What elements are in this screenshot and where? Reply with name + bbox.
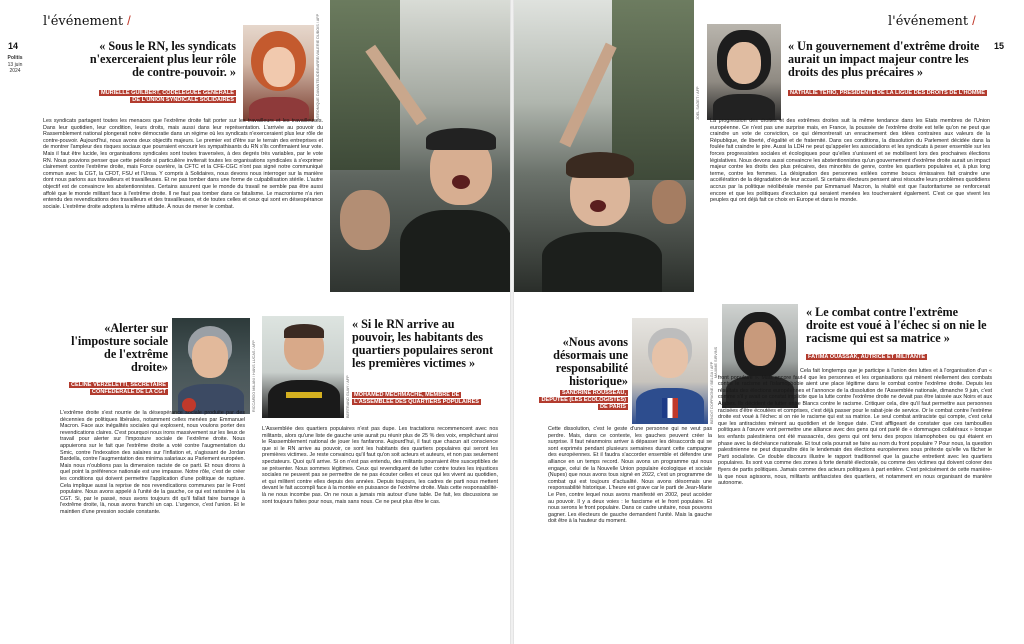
article-body: Les syndicats partagent toutes les menaces que l'extrême droite fait porter sur les travailleurs et les travailleuses. Dans leur quotidien, leur condition, leurs droits, mais aussi dans leur représentation. L'arrivée au pouvoir du Rassemblement national plongerait notre démocratie dans un régime où les syndicats n'exerceraient plus leur rôle de contre-pouvoir. Aujourd'hui, nous avons deux objectifs majeurs. Le premier est d'être sur le terrain des entreprises et de montrer l'ampleur des risques sociaux que pourraient encourir les sympathisants du RN s'ils confirmaient leur vote. Mais il faut être lucide, les organisations syndicales sont toutes traversées, à des degrés très variables, par le vote RN. Nous pouvions penser que cette période si particulière inviterait toutes les organisations syndicales à s'exprimer clairement contre l'extrême droite, mais Force ouvrière, la CFTC et la CFE-CGC n'ont pas signé notre communiqué commun avec la CGT, la CFDT, FSU et l'Unsa. Y compris à Solidaires, nous devons nous interroger sur la manière dont nous parlons aux travailleurs et travailleuses. Et ne pas tomber dans une forme de culpabilisation stérile. L'autre objectif est de convaincre les abstentionnistes. Certains assurent que le monde du travail ne semble pas être aussi affolé que le monde militant face à l'extrême droite. Il ne faut pas tomber dans ce fatalisme. Le macronisme n'a rien entendu des revendications des travailleurs et des travailleuses, et de toutes celles et ceux qui sont en désespérance sociale. L'extrême droite adoptera la même attitude. À nous de mener le combat. [43,118,323,210]
section-rubric-left: l'événement / [43,13,131,29]
article-body: La progression des droites et des extrêmes droites suit la même tendance dans les États membres de l'Union européenne. Ce n'est pas une surprise mais, en France, la poussée de l'extrême droite est telle qu'on ne peut que craindre un vote de conviction, ce qui démontrerait un enracinement des idées contraires aux valeurs de la République, de liberté, d'égalité et de fraternité. Dans ces conditions, la dissolution du Parlement décidée dans la foulée fait craindre le pire. Aussi la LDH ne peut qu'appeler les associations et les syndicats à peser ensemble sur les forces progressistes sociales et écologiques pour qu'elles s'unissent et se mobilisent lors des prochaines élections législatives. Nous devons aussi convaincre les abstentionnistes qu'un gouvernement d'extrême droite aurait un impact majeur contre les droits des plus précaires, des minorités de genre, contre les quartiers populaires et, à plus long terme, contre les femmes. La désignation des personnes exilées comme boucs émissaires fait craindre une accélération de la dégradation de leur accueil. Si certains électeurs pensent ainsi résoudre leurs problèmes quotidiens accrus par la politique néolibérale menée par Emmanuel Macron, la réalité est que l'autoritarisme se renforcerait encore et que les politiques d'exclusion qui seraient menées les toucheraient également. C'est ce que vivent les peuples qui ont déjà fait ce choix en Europe et dans le monde. [710,118,990,204]
portrait-photo [707,24,781,120]
photo-credit: VERONIQUE DAVANTEUDE/BARRE/VALERIE DUBOIS / AFP [316,13,320,120]
issue-date: 13 juin 2024 [7,62,23,74]
page-number-right: 15 [994,41,1005,51]
protest-photo [330,0,512,292]
right-page [512,0,1024,644]
page-gutter [510,0,514,644]
article-byline: SANDRINE ROUSSEAU, DÉPUTÉE (LES ÉCOLOGISTES) DE PARIS [541,390,626,410]
portrait-photo [243,25,314,121]
article-body: L'Assemblée des quartiers populaires n'est pas dupe. Les tractations recommencent avec nos militants, alors qu'une liste de gauche unie aurait pu réunir plus de 25 % des voix, empêchant ainsi le Rassemblement national de jouer les fanfarons. Aujourd'hui, il faut que chacun ait conscience que si le RN arrive au pouvoir, ce sont les habitants des quartiers populaires qui seront les premières victimes. Je reste convaincu qu'il faut qu'on soit acteurs et auteurs, et non pas seulement spectateurs. Quoi qu'il arrive. Si on n'est pas entendu, des militants pourraient être susceptibles de se présenter. Nous sommes légitimes. Ceux qui revendiquent de lutter contre toutes les injustices sociales ne peuvent pas se permettre de ne pas écouter celles et ceux qui les vivent au quotidien, et qui militent contre elles depuis des années. Depuis toujours, les cadres de parti nous mettent devant le fait accompli face à la montée en puissance de l'extrême droite. Mais cette responsabilité-là ne nous incombe pas. On ne nous a jamais mis autour d'une table. De fait, les discussions se sont toujours faites pour nous, mais sans nous. Ce ne peut plus être le cas. [262,426,498,505]
protest-photo [512,0,694,292]
article-byline: MOHAMED MECHMACHE, MEMBRE DE L'ASSEMBLÉE DES QUARTIERS POPULAIRES [354,392,480,405]
article-quote: « Le combat contre l'extrême droite est voué à l'échec si on nie le racisme qui est sa matrice » [806,305,987,345]
photo-credit: JOEL SAGET / AFP [696,86,700,120]
section-rubric-right: l'événement / [888,13,976,29]
article-quote: « Si le RN arrive au pouvoir, les habitants des quartiers populaires seront les premières victimes » [352,317,494,370]
article-byline: NATHALIE TEHIO, PRÉSIDENTE DE LA LIGUE DES DROITS DE L'HOMME [790,90,985,96]
photo-credit: RICCARDO MILANI / HANS LUCAS / AFP [252,340,256,412]
page-number-left: 14 [8,41,19,51]
photo-credit: BENOIT DOPPAGNE / BELGA / AFP [710,361,714,424]
portrait-photo [632,318,708,424]
photo-credit: MAXIME SIRVINS [714,346,718,378]
article-quote: «Alerter sur l'imposture sociale de l'extrême droite» [71,321,168,374]
article-quote: « Sous le RN, les syndicats n'exerceraient plus leur rôle de contre-pouvoir. » [89,39,236,79]
article-byline: CÉLINE VERZELETTI, SECRÉTAIRE CONFÉDÉRALE DE LA CGT [71,382,166,395]
article-quote: «Nous avons désormais une responsabilité historique» [553,335,628,388]
portrait-photo [172,318,250,414]
article-body: L'extrême droite s'est nourrie de la désespérance sociale produite par des décennies de politiques libérales, notamment celles menées par Emmanuel Macron. Face aux inégalités sociales qui explosent, nous voulons porter des revendications claires. C'est pourquoi nous irons massivement sur les lieux de travail pour alerter sur l'imposture sociale de l'extrême droite. Nous appuierons sur le fait que l'extrême droite a voté contre l'augmentation du Smic, contre l'indexation des salaires sur l'inflation et, s'agissant de Jordan Bardella, contre l'augmentation des minima salariaux au Parlement européen. Mais nous n'oublions pas la dimension raciste de ce parti. Et nous dirons à quel point la préférence nationale est une impasse. Notre rôle, c'est de créer les conditions qui doivent permettre l'application d'une politique de rupture. Cela implique aussi la reprise de nos revendications communes par le Front populaire. Nous avons appelé à l'unité de la gauche, ce qui est rarissime à la CGT. Si, par le passé, nous avons toujours dit qu'il fallait faire barrage à l'extrême droite, là, nous avons franchi un cap. L'urgence, c'est l'union. Et le maintien d'une pression sociale constante. [60,410,245,515]
article-quote: « Un gouvernement d'extrême droite aurait un impact majeur contre les droits des plus précaires » [788,39,980,79]
article-byline: FATIMA OUASSAK, AUTRICE ET MILITANTE [808,354,926,360]
article-byline: MURIELLE GUILBERT, CODÉLÉGUÉE GÉNÉRALE DE L'UNION SYNDICALE SOLIDAIRES [100,90,234,103]
article-body: Cette dissolution, c'est le geste d'une personne qui ne veut pas perdre. Mais, dans ce contexte, les gauches peuvent créer la surprise. Il faut néanmoins arriver à dépasser les désaccords qui se sont exprimés pendant plusieurs semaines durant cette campagne des européennes. Et il faudra s'accorder ensemble et défendre une alliance en un temps record. Nous avons un programme qui nous engage, celui de la Nouvelle Union populaire écologique et sociale (Nupes) que nous avons tous signé en 2022, c'est un programme de combat qui est toujours d'actualité. Nous avons désormais une responsabilité historique. L'heure est grave car le parti de Jean-Marie Le Pen, contre lequel nous avons manifesté en 2002, peut accéder au pouvoir. Il y a deux voies : le fascisme et le front populaire. Et nous serons le front populaire. Dans ce cadre unitaire, nous pouvons gagner. Les électeurs de gauche demandent l'unité. Mais la gauche doit être à la hauteur du moment. [548,426,712,525]
magazine-name: Politis [7,55,23,61]
photo-credit: BERTRAND GUAY / AFP [346,375,350,418]
portrait-photo [262,316,344,418]
article-body: Cela fait longtemps que je participe à l'union des luttes et à l'organisation d'un « front populaire ». Mais encore faut-il que les personnes et les organisations qui mènent réellement des combats contre le racisme et l'islamophobie aient une place légitime dans le combat contre l'extrême droite. Depuis les résultats des élections européennes et l'annonce de la dissolution de l'Assemblée nationale, dimanche 9 juin, c'est comme s'il y avait ce constat implicite que la lutte contre l'extrême droite ne devait pas être laissée aux Noirs et aux Arabes. Ils décident de lutter entre Blancs contre le racisme. Critiquer cela, dire qu'il faut permettre aux personnes racisées d'être écoutées et comprises, c'est déjà passer pour le rabat-joie de service. Or le combat contre l'extrême droite est voué à l'échec si on nie le racisme qui est sa matrice. Le seul combat antiraciste qui compte, c'est celui que les antiracistes mènent au quotidien et de longue date. C'est affligeant de constater que ces tambouilles politiques à l'œuvre vont permettre une alliance avec des gens qui ont parlé de « dommages collatéraux » lorsque les enfants palestiniens ont été massacrés, des gens qui ont tenu des propos islamophobes ou qui étaient en phase avec la déchéance nationale. Et tout cela pourrait se faire au nom du front populaire ? Pour nous, la question palestinienne ne peut disparaître dès le lendemain des élections européennes sous prétexte qu'elle va fâcher le Parti socialiste. Ce double discours illustre le rapport traditionnel que la gauche entretient avec les quartiers populaires. Ils sont vus comme des zones à forte densité électorale, ou comme des victimes qui doivent colorer des flyers de partis politiques. Jamais comme des acteurs politiques à part entière. C'est précisément de cette manière-là que nous agissons, nous, militants antifascistes des quartiers, et notamment en nous organisant de manière autonome. [718,368,992,487]
